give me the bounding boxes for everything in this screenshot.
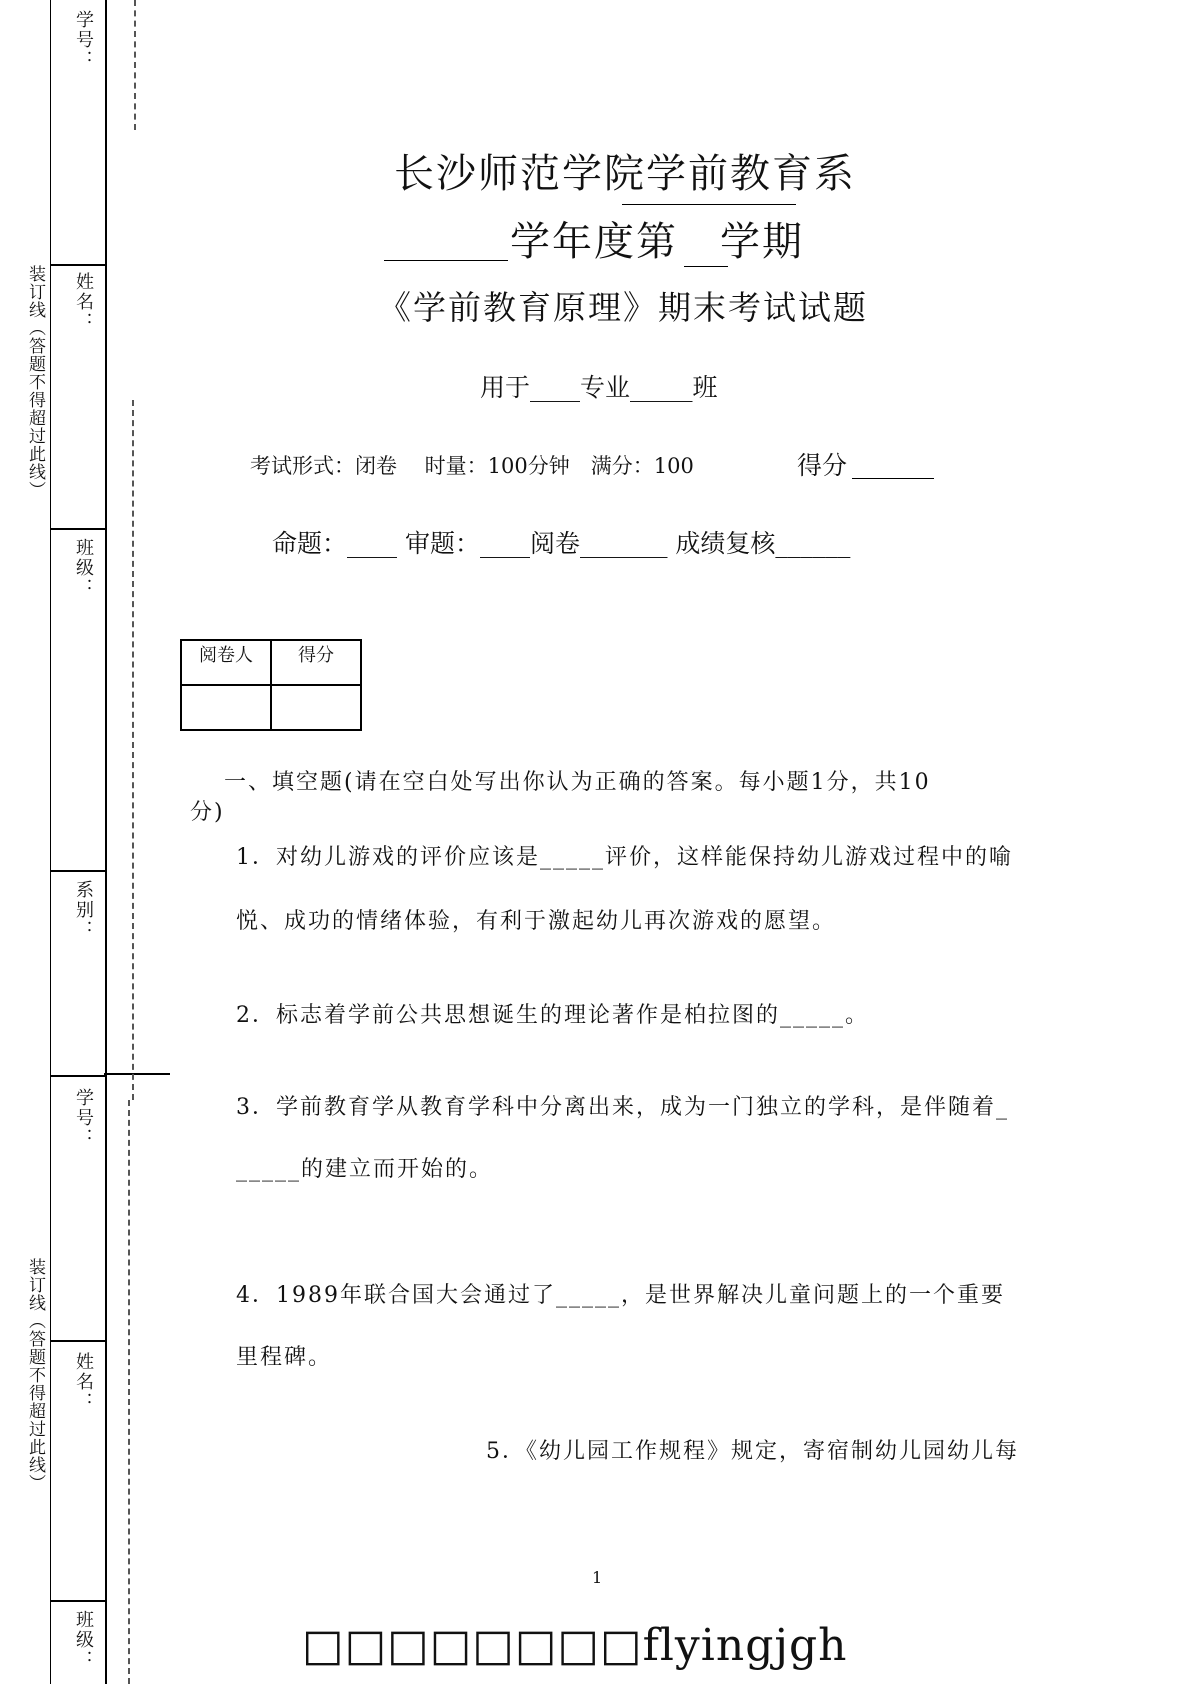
binding-divider <box>50 1340 106 1342</box>
binding-field-label: 姓名： <box>73 272 94 332</box>
exam-info: 考试形式：闭卷 时量：100分钟 满分：100 <box>250 454 694 478</box>
binding-dash-line <box>128 1100 130 1684</box>
score-label: 得分 <box>797 451 848 480</box>
binding-divider <box>50 264 106 266</box>
binding-frame <box>50 0 107 1684</box>
binding-field-label: 班级： <box>73 1610 94 1670</box>
binding-notice: 装订线（答题不得超过此线） <box>25 265 45 499</box>
term-blank-line <box>684 266 728 267</box>
score-cell <box>271 685 361 730</box>
grader-header: 阅卷人 <box>181 640 271 685</box>
question-3-cont: _____的建立而开始的。 <box>236 1157 494 1182</box>
binding-field-label: 学号： <box>73 1088 94 1148</box>
footer-watermark: □□□□□□□□flyingjgh <box>302 1620 848 1671</box>
binding-divider <box>50 1600 106 1602</box>
binding-field-label: 学号： <box>73 10 94 70</box>
school-title: 长沙师范学院学前教育系 <box>394 151 856 197</box>
year-term: 学年度第 学期 <box>510 219 804 265</box>
used-for-line: 用于____专业_____班 <box>480 373 718 402</box>
page-number: 1 <box>592 1568 603 1587</box>
binding-divider <box>50 528 106 530</box>
question-2: 2．标志着学前公共思想诞生的理论著作是柏拉图的_____。 <box>236 1003 869 1028</box>
binding-field-label: 系别： <box>73 880 94 940</box>
course-title: 《学前教育原理》期末考试试题 <box>378 288 868 327</box>
binding-field-label: 班级： <box>73 538 94 598</box>
signature-line: 命题：____ 审题：____阅卷_______ 成绩复核______ <box>272 529 851 558</box>
binding-notice: 装订线（答题不得超过此线） <box>25 1258 45 1492</box>
question-1-cont: 悦、成功的情绪体验，有利于激起幼儿再次游戏的愿望。 <box>236 909 837 934</box>
question-5: 5．《幼儿园工作规程》规定，寄宿制幼儿园幼儿每 <box>486 1439 1019 1464</box>
cut-line <box>104 1073 170 1075</box>
binding-dash-line <box>134 0 136 130</box>
question-4-cont: 里程碑。 <box>236 1345 333 1370</box>
binding-divider <box>50 870 106 872</box>
grader-score-table <box>180 639 362 731</box>
binding-field-label: 姓名： <box>73 1352 94 1412</box>
binding-divider <box>50 1075 106 1077</box>
title-blank-line <box>622 204 796 205</box>
score-blank-line <box>852 478 934 479</box>
question-3: 3．学前教育学从教育学科中分离出来，成为一门独立的学科，是伴随着_ <box>236 1095 1009 1120</box>
score-header: 得分 <box>271 640 361 685</box>
section-heading: 一、填空题(请在空白处写出你认为正确的答案。每小题1分，共10 <box>224 770 931 795</box>
question-1: 1．对幼儿游戏的评价应该是_____评价，这样能保持幼儿游戏过程中的喻 <box>236 845 1013 870</box>
section-heading-cont: 分) <box>190 800 225 825</box>
grader-cell <box>181 685 271 730</box>
binding-dash-line <box>132 400 134 1100</box>
question-4: 4．1989年联合国大会通过了_____，是世界解决儿童问题上的一个重要 <box>236 1283 1005 1308</box>
